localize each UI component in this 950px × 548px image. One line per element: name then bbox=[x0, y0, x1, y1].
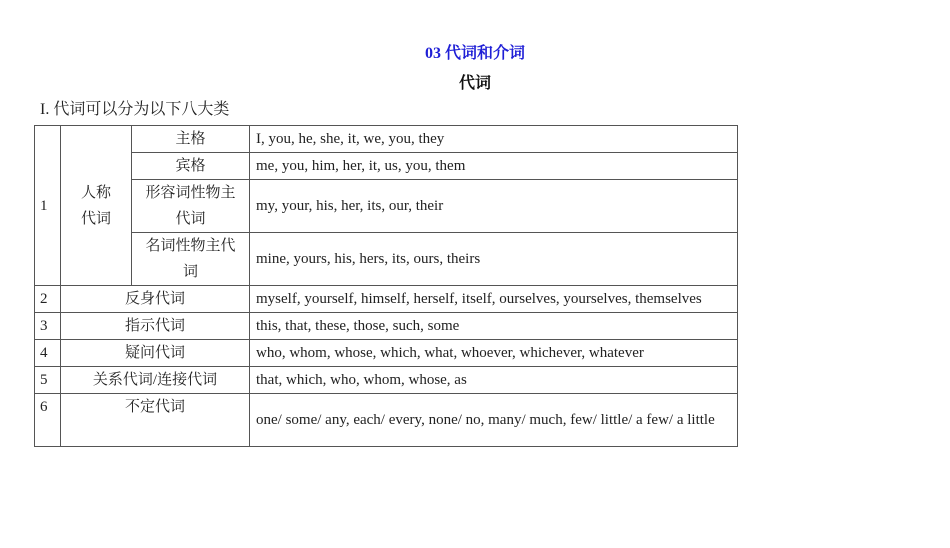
pronoun-list: me, you, him, her, it, us, you, them bbox=[250, 153, 738, 180]
pronoun-list: myself, yourself, himself, herself, itself, ourselves, yourselves, themselves bbox=[250, 286, 738, 313]
category-label: 人称代词 bbox=[61, 126, 132, 286]
case-label: 主格 bbox=[132, 126, 250, 153]
category-label: 不定代词 bbox=[61, 394, 250, 447]
table-row bbox=[35, 180, 738, 233]
pronoun-list: I, you, he, she, it, we, you, they bbox=[250, 126, 738, 153]
pronoun-list: who, whom, whose, which, what, whoever, whichever, whatever bbox=[250, 340, 738, 367]
table-row bbox=[35, 233, 738, 286]
table-row bbox=[35, 340, 738, 367]
row-number: 6 bbox=[35, 394, 61, 447]
document-title: 03 代词和介词 bbox=[424, 45, 525, 62]
category-label: 疑问代词 bbox=[61, 340, 250, 367]
row-number: 4 bbox=[35, 340, 61, 367]
intro-text: I. 代词可以分为以下八大类 bbox=[40, 101, 230, 118]
pronoun-list: one/ some/ any, each/ every, none/ no, many/ much, few/ little/ a few/ a little bbox=[250, 394, 738, 447]
pronoun-list: that, which, who, whom, whose, as bbox=[250, 367, 738, 394]
category-label: 反身代词 bbox=[61, 286, 250, 313]
table-row bbox=[35, 313, 738, 340]
case-label: 形容词性物主代词 bbox=[132, 180, 250, 233]
row-number: 3 bbox=[35, 313, 61, 340]
row-number: 5 bbox=[35, 367, 61, 394]
table-row bbox=[35, 286, 738, 313]
category-label: 关系代词/连接代词 bbox=[61, 367, 250, 394]
section-heading: 代词 bbox=[458, 75, 491, 92]
table-row bbox=[35, 367, 738, 394]
row-number: 2 bbox=[35, 286, 61, 313]
table-row bbox=[35, 394, 738, 447]
category-label: 指示代词 bbox=[61, 313, 250, 340]
table-row bbox=[35, 126, 738, 153]
pronoun-list: this, that, these, those, such, some bbox=[250, 313, 738, 340]
case-label: 宾格 bbox=[132, 153, 250, 180]
pronoun-table bbox=[34, 125, 738, 447]
table-row bbox=[35, 153, 738, 180]
pronoun-list: mine, yours, his, hers, its, ours, theirs bbox=[250, 233, 738, 286]
case-label: 名词性物主代词 bbox=[132, 233, 250, 286]
pronoun-list: my, your, his, her, its, our, their bbox=[250, 180, 738, 233]
row-number: 1 bbox=[35, 126, 61, 286]
